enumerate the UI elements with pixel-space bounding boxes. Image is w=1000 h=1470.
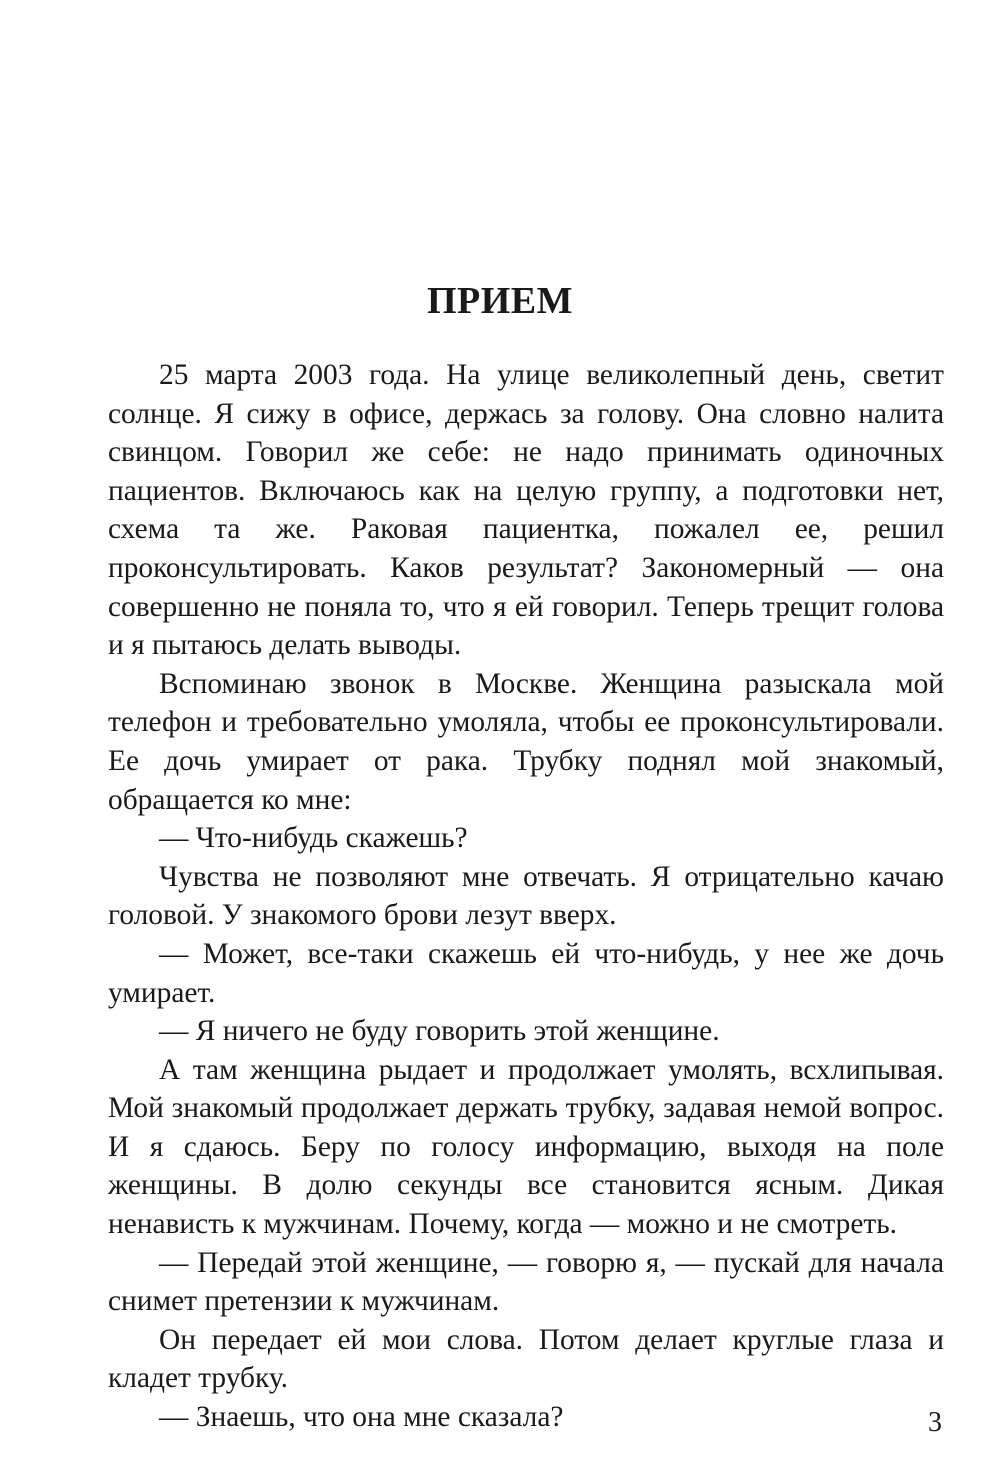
text-body <box>108 356 944 1437</box>
paragraph: Он передает ей мои слова. Потом делает круглые глаза и кладет трубку. <box>108 1323 944 1395</box>
page-number: 3 <box>928 1407 942 1438</box>
paragraph: — Знаешь, что она мне сказала? <box>159 1401 564 1434</box>
paragraph: — Может, все-таки скажешь ей что-нибудь, у нее же дочь умирает. <box>108 937 944 1009</box>
paragraph: — Передай этой женщине, — говорю я, — пускай для начала снимет претензии к мужчинам. <box>108 1246 944 1318</box>
chapter-title: ПРИЕМ <box>426 280 574 322</box>
paragraph: Чувства не позволяют мне отвечать. Я отрицательно качаю головой. У знакомого брови лезут вверх. <box>108 860 944 932</box>
paragraph: — Что-нибудь скажешь? <box>159 822 468 855</box>
paragraph: — Я ничего не буду говорить этой женщине. <box>159 1015 720 1048</box>
paragraph: Вспоминаю звонок в Москве. Женщина разыскала мой телефон и требовательно умоляла, чтобы ее проконсультировали. Ее дочь умирает от рака. Трубку поднял мой знакомый, обращается ко мне: <box>108 667 944 816</box>
paragraph: 25 марта 2003 года. На улице великолепный день, светит солнце. Я сижу в офисе, держась за голову. Она словно налита свинцом. Говорил же себе: не надо принимать одиночных пациентов. Включаюсь как на целую группу, а подготовки нет, схема та же. Раковая пациентка, пожалел ее, решил проконсультировать. Каков результат? Закономерный — она совершенно не поняла то, что я ей говорил. Теперь трещит голова и я пытаюсь делать выводы. <box>108 359 944 662</box>
paragraph: А там женщина рыдает и продолжает умолять, всхлипывая. Мой знакомый продолжает держать трубку, задавая немой вопрос. И я сдаюсь. Беру по голосу информацию, выходя на поле женщины. В долю секунды все становится ясным. Дикая ненависть к мужчинам. Почему, когда — можно и не смотреть. <box>108 1053 944 1241</box>
